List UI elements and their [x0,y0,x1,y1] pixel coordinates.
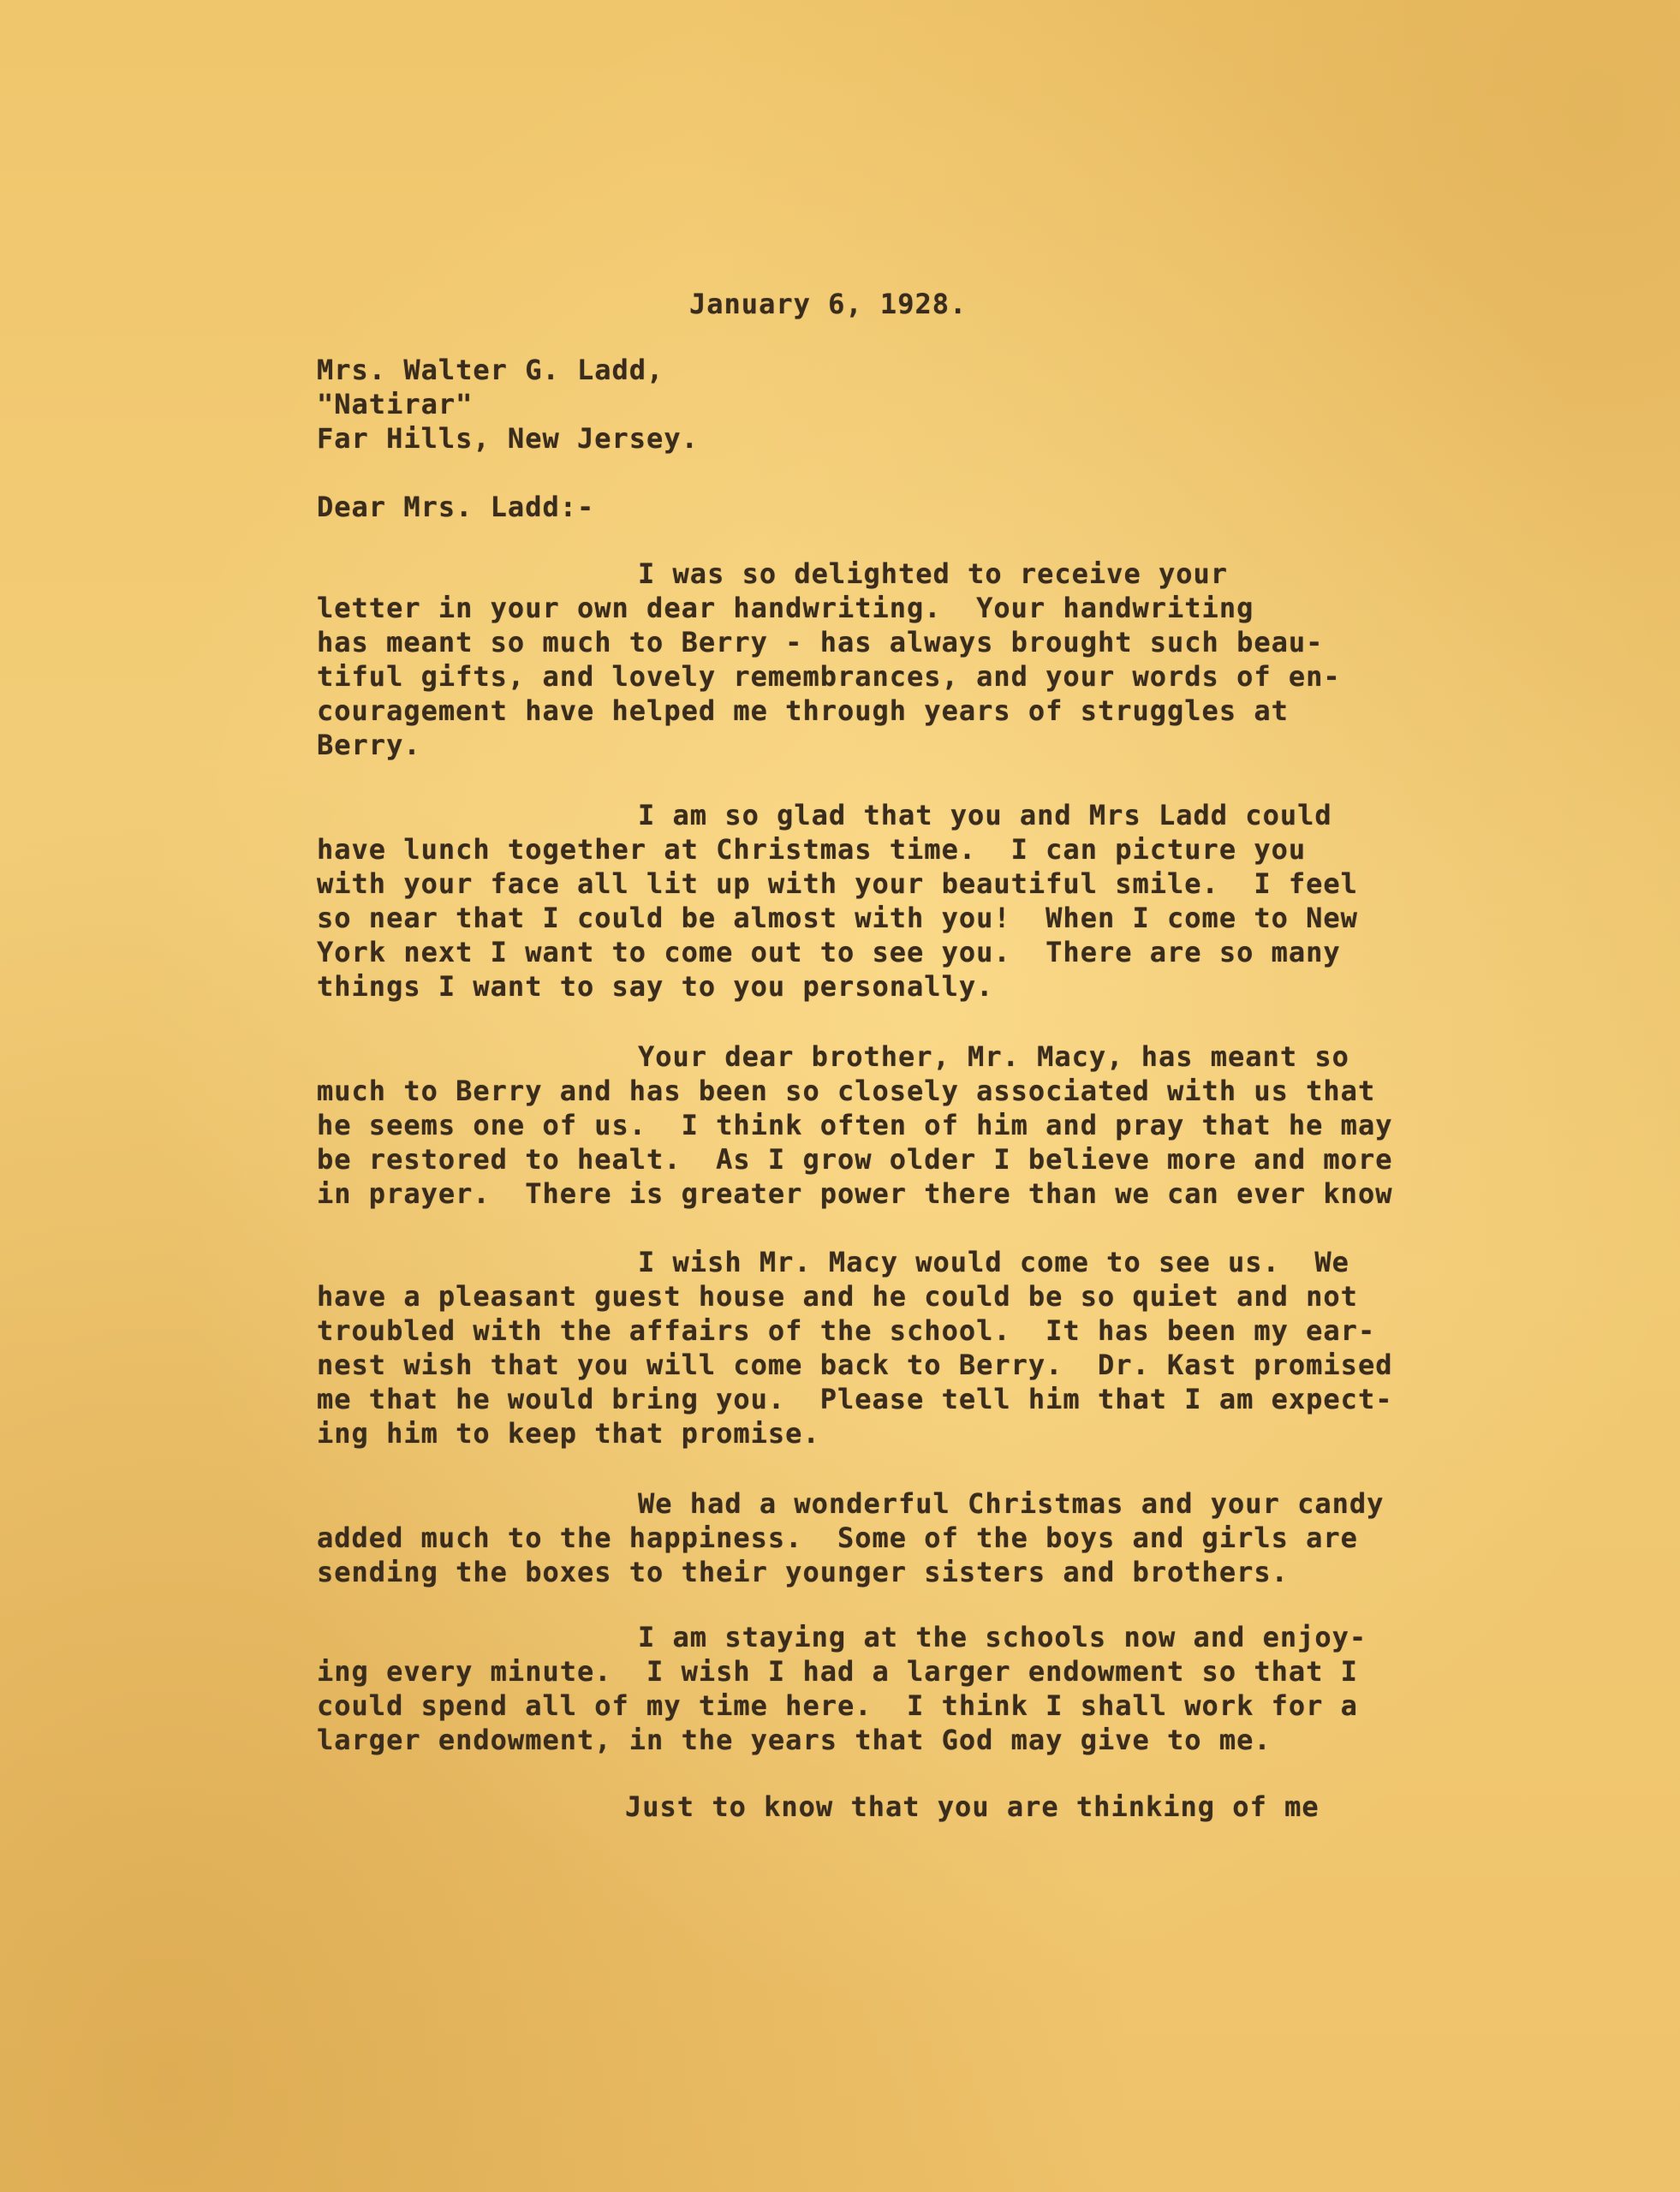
paragraph-1 [317,557,1379,762]
paragraph-line: Your dear brother, Mr. Macy, has meant so [638,1040,1349,1073]
paragraph-7 [317,1790,1379,1824]
paragraph-line: in prayer. There is greater power there than we can ever know [317,1177,1393,1210]
paragraph-line: much to Berry and has been so closely associated with us that [317,1075,1376,1107]
paragraph-line: have a pleasant guest house and he could be so quiet and not [317,1280,1358,1313]
paragraph-line: sending the boxes to their younger sisters and brothers. [317,1556,1289,1588]
paragraph-line: things I want to say to you personally. [317,970,994,1003]
address-line-estate: "Natirar" [317,388,474,420]
paragraph-line: I am so glad that you and Mrs Ladd could [638,799,1332,831]
paragraph-line: could spend all of my time here. I think I shall work for a [317,1689,1358,1722]
paragraph-line: tiful gifts, and lovely remembrances, and your words of en- [317,660,1341,693]
paragraph-5 [317,1486,1385,1589]
paragraph-line: letter in your own dear handwriting. Your handwriting [317,592,1254,624]
paragraph-line: me that he would bring you. Please tell him that I am expect- [317,1383,1393,1415]
paragraph-line: ing him to keep that promise. [317,1417,820,1450]
paragraph-line: nest wish that you will come back to Berry. Dr. Kast promised [317,1349,1393,1381]
paragraph-line: Just to know that you are thinking of me [625,1790,1320,1823]
paragraph-6 [317,1620,1379,1757]
paragraph-line: We had a wonderful Christmas and your candy [638,1487,1385,1520]
paragraph-line: couragement have helped me through years of struggles at [317,694,1289,727]
paragraph-3 [317,1039,1393,1211]
paragraph-line: added much to the happiness. Some of the boys and girls are [317,1522,1358,1554]
paragraph-line: I was so delighted to receive your [638,557,1229,590]
paragraph-line: Berry. [317,729,421,761]
paragraph-line: I am staying at the schools now and enjoy- [638,1621,1367,1653]
address-line-name: Mrs. Walter G. Ladd, [317,354,664,386]
paragraph-4 [317,1245,1393,1450]
paragraph-line: so near that I could be almost with you! When I come to New [317,902,1358,934]
letter-date: January 6, 1928. [689,288,968,320]
paragraph-line: I wish Mr. Macy would come to see us. We [638,1246,1349,1278]
paragraph-line: ing every minute. I wish I had a larger endowment so that I [317,1655,1358,1688]
paragraph-line: be restored to healt. As I grow older I believe more and more [317,1143,1393,1176]
paragraph-line: he seems one of us. I think often of him and pray that he may [317,1109,1393,1141]
paragraph-line: York next I want to come out to see you. There are so many [317,936,1341,968]
paragraph-2 [317,798,1379,1004]
salutation: Dear Mrs. Ladd:- [317,491,595,523]
paragraph-line: with your face all lit up with your beautiful smile. I feel [317,867,1358,900]
address-line-town: Far Hills, New Jersey. [317,422,699,455]
paragraph-line: larger endowment, in the years that God may give to me. [317,1724,1272,1756]
paragraph-line: has meant so much to Berry - has always brought such beau- [317,626,1324,658]
paragraph-line: troubled with the affairs of the school. It has been my ear- [317,1314,1376,1347]
paragraph-line: have lunch together at Christmas time. I can picture you [317,833,1307,866]
